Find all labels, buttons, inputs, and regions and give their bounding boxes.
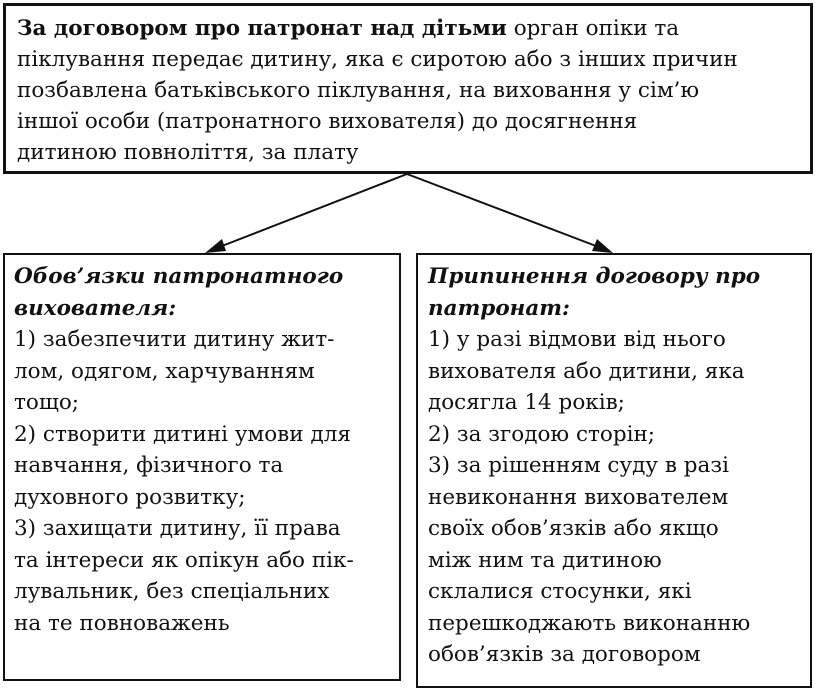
duties-line: навчання, фізичного та — [14, 453, 284, 478]
duties-line: лувальник, без спеціальних — [14, 579, 330, 604]
definition-term: За договором про патронат над дітьми — [17, 16, 507, 41]
termination-line: невиконання вихователем — [428, 484, 729, 510]
duties-title: Обов’язки патронатного — [14, 264, 344, 289]
arrowhead-left — [205, 239, 226, 253]
arrow-line-right — [407, 174, 596, 246]
definition-line: За договором про патронат над дітьми орган опіки та — [17, 16, 680, 41]
duties-line: 2) створити дитині умови для — [14, 421, 351, 447]
arrow-line-left — [222, 174, 407, 246]
termination-line: 2) за згодою сторін; — [428, 421, 656, 447]
termination-line: обов’язків за договором — [428, 642, 701, 667]
termination-title: патронат: — [428, 295, 570, 321]
termination-line: між ним та дитиною — [428, 547, 662, 573]
duties-line: 3) захищати дитину, її права — [14, 516, 341, 541]
duties-line: лом, одягом, харчуванням — [14, 358, 315, 384]
duties-line: духовного розвитку; — [14, 484, 246, 510]
termination-line: перешкоджають виконанню — [428, 610, 751, 636]
termination-line: 3) за рішенням суду в разі — [428, 453, 729, 478]
termination-line: вихователя або дитини, яка — [428, 358, 745, 384]
definition-line: піклування передає дитину, яка є сиротою або з інших причин — [17, 47, 738, 72]
termination-box — [416, 253, 812, 688]
termination-line: досягла 14 років; — [428, 390, 625, 415]
duties-title: вихователя: — [14, 295, 177, 321]
duties-line: та інтереси як опікун або пік- — [14, 547, 354, 573]
arrowhead-right — [592, 239, 613, 253]
termination-line: склалися стосунки, які — [428, 579, 692, 604]
termination-title: Припинення договору про — [428, 264, 761, 289]
termination-line: своїх обов’язків або якщо — [428, 516, 719, 541]
termination-line: 1) у разі відмови від нього — [428, 327, 726, 352]
duties-line: 1) забезпечити дитину жит- — [14, 327, 335, 352]
definition-line: позбавлена батьківського піклування, на виховання у сім’ю — [17, 78, 700, 103]
duties-box — [3, 253, 401, 681]
duties-line: тощо; — [14, 390, 80, 415]
definition-line: іншої особи (патронатного вихователя) до досягнення — [17, 109, 638, 134]
duties-line: на те повноважень — [14, 610, 230, 636]
definition-box — [3, 3, 813, 174]
definition-line: дитиною повноліття, за плату — [17, 140, 359, 165]
